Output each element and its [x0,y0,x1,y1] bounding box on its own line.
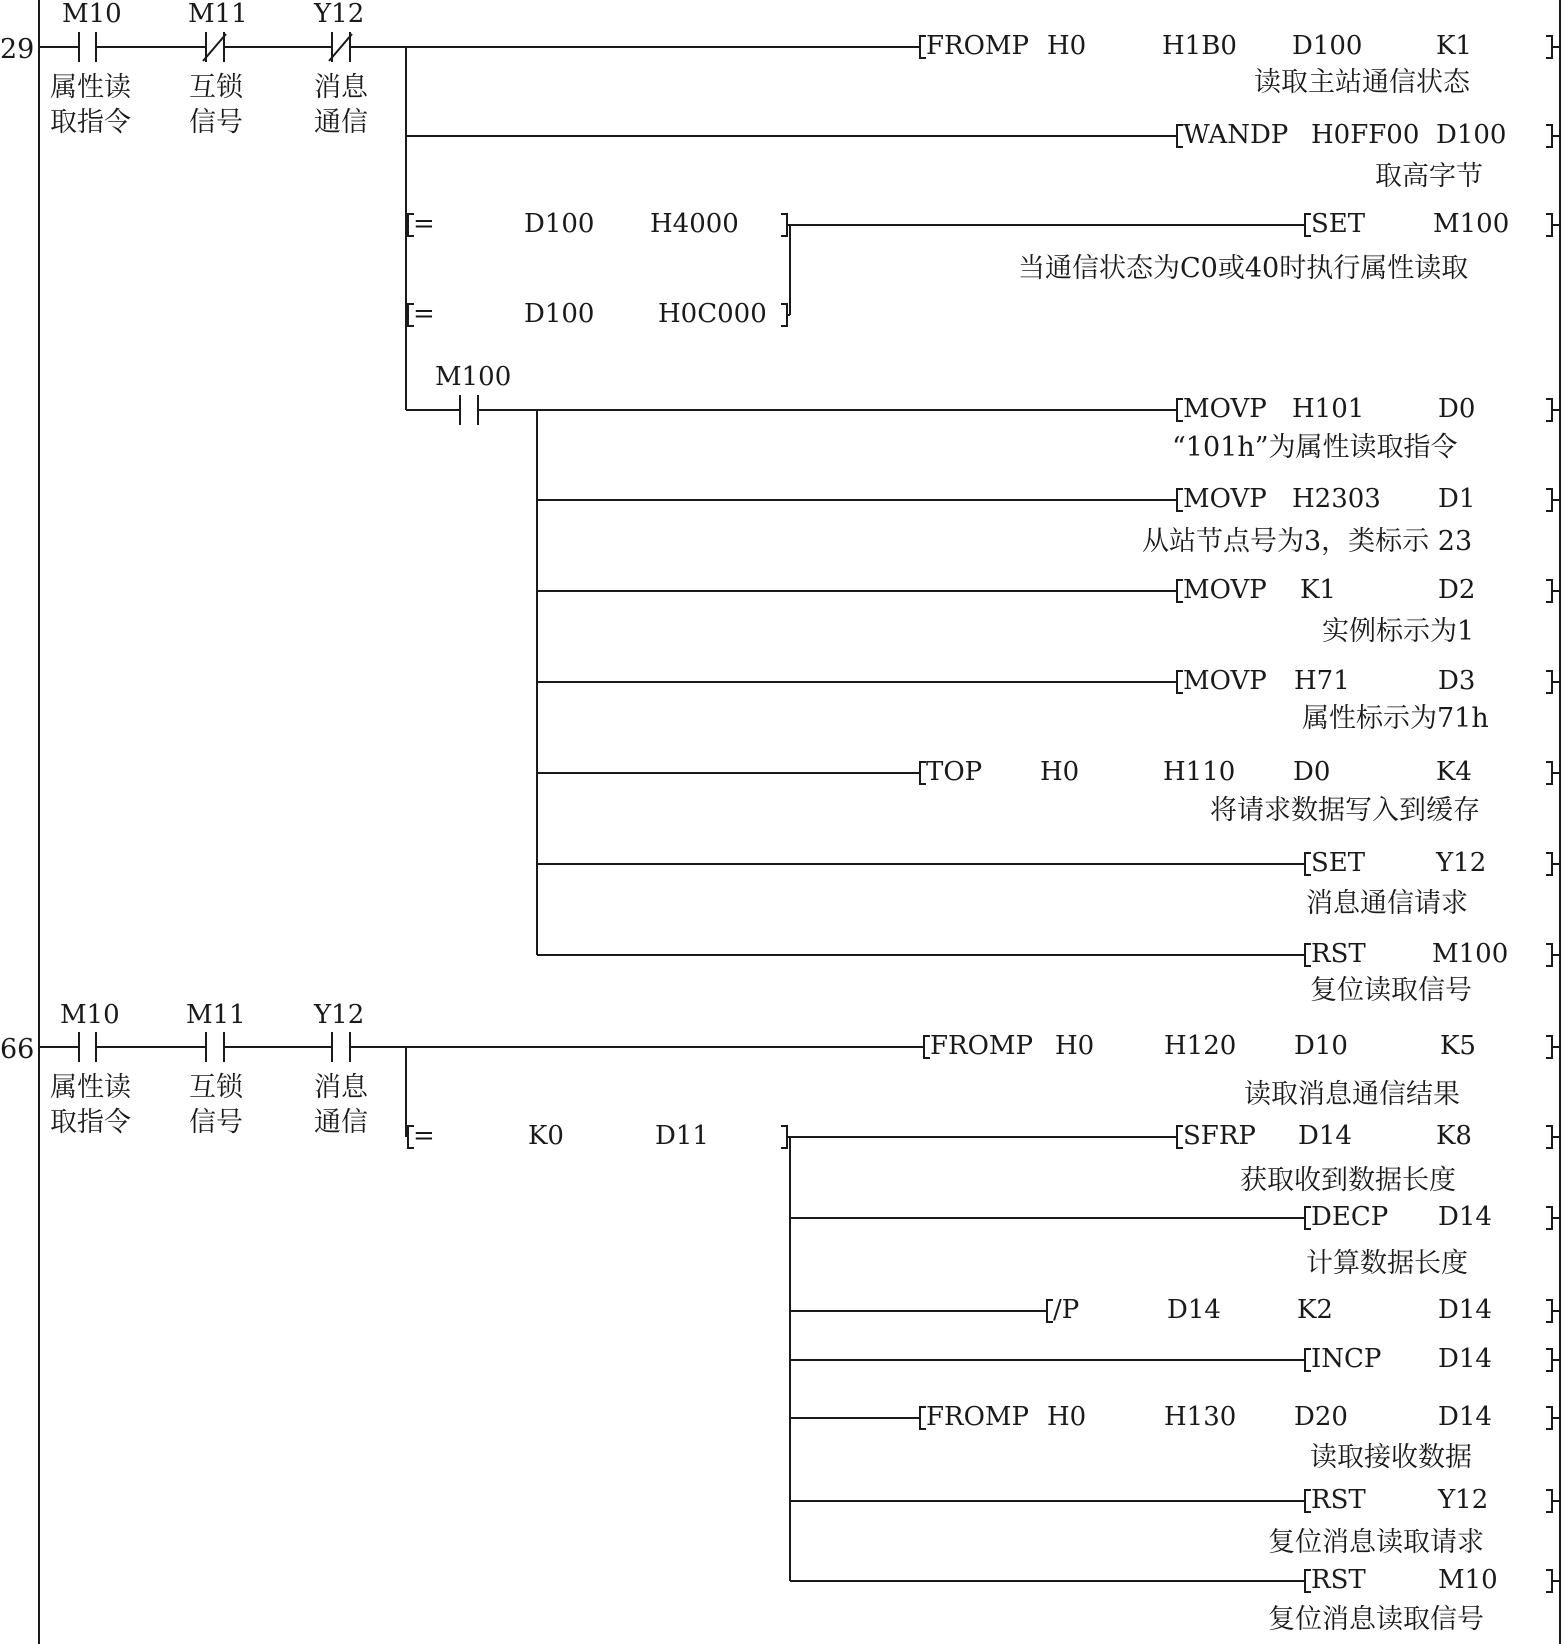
instruction-operand: D14 [1167,1295,1221,1325]
instruction-operand: D14 [1298,1121,1352,1151]
compare-block [408,1126,787,1148]
instruction-mnemonic: MOVP [1183,484,1267,514]
instruction-operand: Y12 [1436,848,1487,878]
instruction-comment: “101h”为属性读取指令 [1172,432,1458,463]
instruction-comment: 当通信状态为C0或40时执行属性读取 [1018,253,1469,284]
contact-nc [203,32,226,62]
instruction-mnemonic: FROMP [930,1031,1034,1061]
instruction-operand: D0 [1293,757,1331,787]
instruction-mnemonic: SET [1311,209,1366,239]
contact-no [332,1032,350,1062]
contact-label: M10 [60,1000,120,1030]
contact-comment: 属性读 [50,1072,131,1103]
instruction-operand: H0 [1055,1031,1095,1061]
contact-comment: 互锁 [189,72,243,103]
instruction-comment: 计算数据长度 [1306,1248,1468,1279]
instruction-comment: 读取消息通信结果 [1244,1079,1460,1110]
instruction-operand: M10 [1438,1565,1498,1595]
contact-comment: 消息 [314,72,368,103]
compare-operand: H0C000 [658,299,767,329]
compare-operand: D100 [524,299,595,329]
instruction-mnemonic: WANDP [1183,120,1289,150]
instruction-comment: 从站节点号为3，类标示 23 [1142,526,1473,557]
compare-operand: H4000 [650,209,739,239]
instruction-operand: H71 [1294,666,1350,696]
instruction-mnemonic: SFRP [1183,1121,1256,1151]
contact-comment: 通信 [314,107,368,138]
instruction-comment: 实例标示为1 [1322,616,1475,647]
instruction-operand: D3 [1438,666,1476,696]
compare-operand: D100 [524,209,595,239]
instruction-mnemonic: /P [1053,1295,1080,1325]
instruction-operand: D1 [1438,484,1476,514]
instruction-mnemonic: RST [1311,939,1366,969]
instruction-mnemonic: DECP [1311,1202,1389,1232]
compare-operand: D11 [655,1121,709,1151]
instruction-operand: K1 [1436,31,1472,61]
instruction-operand: D14 [1438,1344,1492,1374]
instruction-mnemonic: TOP [926,757,983,787]
instruction-operand: H0 [1040,757,1080,787]
instruction-comment: 获取收到数据长度 [1240,1165,1456,1196]
contact-no [39,32,96,62]
instruction-comment: 读取主站通信状态 [1254,67,1470,98]
compare-operator: = [413,1121,435,1151]
instruction-operand: K1 [1300,575,1336,605]
instruction-operand: H0 [1047,1402,1087,1432]
instruction-operand: H1B0 [1162,31,1237,61]
instruction-mnemonic: MOVP [1183,666,1267,696]
contact-label: M10 [62,0,122,29]
instruction-operand: M100 [1432,939,1509,969]
contact-comment: 信号 [189,1107,243,1138]
instruction-operand: K4 [1436,757,1472,787]
instruction-operand: D100 [1292,31,1363,61]
instruction-comment: 将请求数据写入到缓存 [1210,795,1480,826]
instruction-operand: M100 [1433,209,1510,239]
instruction-mnemonic: MOVP [1183,394,1267,424]
contact-label: M11 [188,0,248,29]
instruction-operand: D2 [1438,575,1476,605]
contact-label: M100 [435,362,512,392]
step-number: 66 [0,1034,35,1065]
instruction-comment: 消息通信请求 [1306,888,1468,919]
instruction-operand: D0 [1438,394,1476,424]
instruction-operand: K8 [1436,1121,1472,1151]
contact-comment: 通信 [314,1107,368,1138]
contact-comment: 互锁 [189,1072,243,1103]
contact-no [39,1032,96,1062]
contact-no [460,395,478,425]
instruction-mnemonic: RST [1311,1485,1366,1515]
instruction-operand: H0FF00 [1311,120,1420,150]
instruction-operand: H110 [1163,757,1236,787]
instruction-operand: D100 [1436,120,1507,150]
instruction-mnemonic: FROMP [926,1402,1030,1432]
instruction-operand: K2 [1297,1295,1333,1325]
instruction-comment: 复位消息读取信号 [1268,1604,1484,1635]
contact-comment: 属性读 [50,72,131,103]
contact-comment: 消息 [314,1072,368,1103]
instruction-mnemonic: SET [1311,848,1366,878]
instruction-operand: D10 [1294,1031,1348,1061]
instruction-operand: K5 [1440,1031,1476,1061]
instruction-comment: 取高字节 [1375,161,1483,192]
contact-comment: 信号 [189,107,243,138]
step-number: 29 [0,34,35,65]
contact-comment: 取指令 [50,1107,131,1138]
instruction-comment: 复位消息读取请求 [1268,1527,1484,1558]
contact-label: M11 [186,1000,246,1030]
instruction-operand: H0 [1047,31,1087,61]
instruction-mnemonic: INCP [1311,1344,1382,1374]
instruction-mnemonic: MOVP [1183,575,1267,605]
instruction-operand: H2303 [1292,484,1381,514]
instruction-operand: Y12 [1438,1485,1489,1515]
contact-label: Y12 [314,1000,365,1030]
compare-operator: = [413,209,435,239]
compare-operand: K0 [528,1121,564,1151]
contact-label: Y12 [314,0,365,29]
instruction-operand: H130 [1164,1402,1237,1432]
instruction-operand: D14 [1438,1202,1492,1232]
instruction-operand: D20 [1294,1402,1348,1432]
instruction-operand: D14 [1438,1402,1492,1432]
instruction-operand: D14 [1438,1295,1492,1325]
contact-nc [329,32,352,62]
instruction-operand: H120 [1164,1031,1237,1061]
instruction-comment: 属性标示为71h [1302,703,1489,734]
compare-operator: = [413,299,435,329]
instruction-comment: 读取接收数据 [1310,1442,1472,1473]
contact-no [206,1032,224,1062]
instruction-operand: H101 [1292,394,1365,424]
instruction-mnemonic: RST [1311,1565,1366,1595]
instruction-mnemonic: FROMP [926,31,1030,61]
contact-comment: 取指令 [50,107,131,138]
instruction-comment: 复位读取信号 [1310,975,1472,1006]
